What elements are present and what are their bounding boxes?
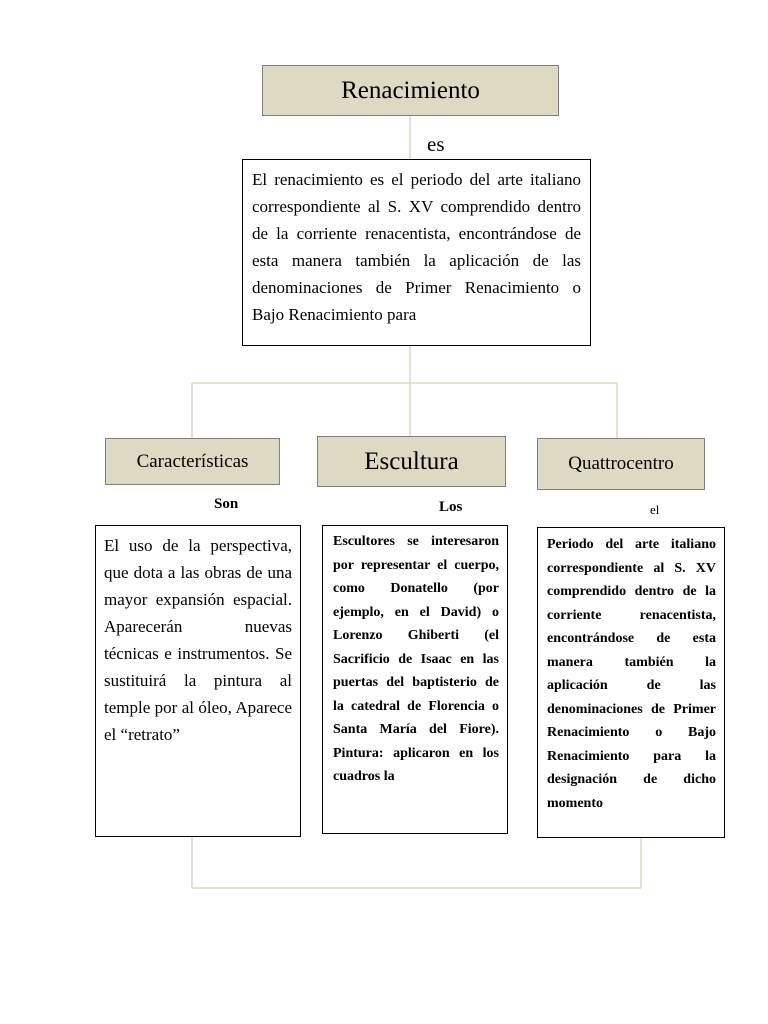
definition-text: El renacimiento es el periodo del arte italiano correspondiente al S. XV comprendido dentro de la corriente renacentista, encontrándose de esta manera también la aplicación de las denominaciones de Primer Renacimiento o Bajo Renacimiento para bbox=[252, 170, 581, 324]
escultura-text: Escultores se interesaron por representar el cuerpo, como Donatello (por ejemplo, en el David) o Lorenzo Ghiberti (el Sacrificio de Isaac en las puertas del baptisterio de la catedral de Florencia o Santa María del Fiore). Pintura: aplicaron en los cuadros la bbox=[333, 534, 499, 784]
definition-box bbox=[242, 159, 591, 346]
connector-label-son: Son bbox=[214, 496, 239, 512]
connector-label-es: es bbox=[427, 132, 445, 156]
quattrocentro-title: Quattrocentro bbox=[568, 453, 674, 474]
caracteristicas-text-box bbox=[95, 525, 301, 837]
caracteristicas-title: Características bbox=[136, 450, 249, 472]
caracteristicas-title-box bbox=[105, 438, 280, 485]
connector-label-el: el bbox=[650, 502, 660, 517]
main-title: Renacimiento bbox=[341, 76, 480, 104]
escultura-title-box bbox=[317, 436, 506, 487]
quattrocentro-text-box bbox=[537, 527, 725, 838]
main-title-box bbox=[262, 65, 559, 116]
quattrocentro-title-box bbox=[537, 438, 705, 490]
quattrocentro-text: Periodo del arte italiano correspondiente al S. XV comprendido dentro de la corriente renacentista, encontrándose de esta manera también la aplicación de las denominaciones de Primer Renacimiento o Bajo Renacimiento para la designación de dicho momento bbox=[547, 537, 716, 811]
escultura-title: Escultura bbox=[364, 447, 459, 475]
escultura-text-box bbox=[322, 525, 508, 834]
connector-label-los: Los bbox=[439, 499, 463, 515]
caracteristicas-text: El uso de la perspectiva, que dota a las obras de una mayor expansión espacial. Aparecerán nuevas técnicas e instrumentos. Se sustituirá la pintura al temple por al óleo, Aparece el “retrato” bbox=[104, 536, 292, 744]
